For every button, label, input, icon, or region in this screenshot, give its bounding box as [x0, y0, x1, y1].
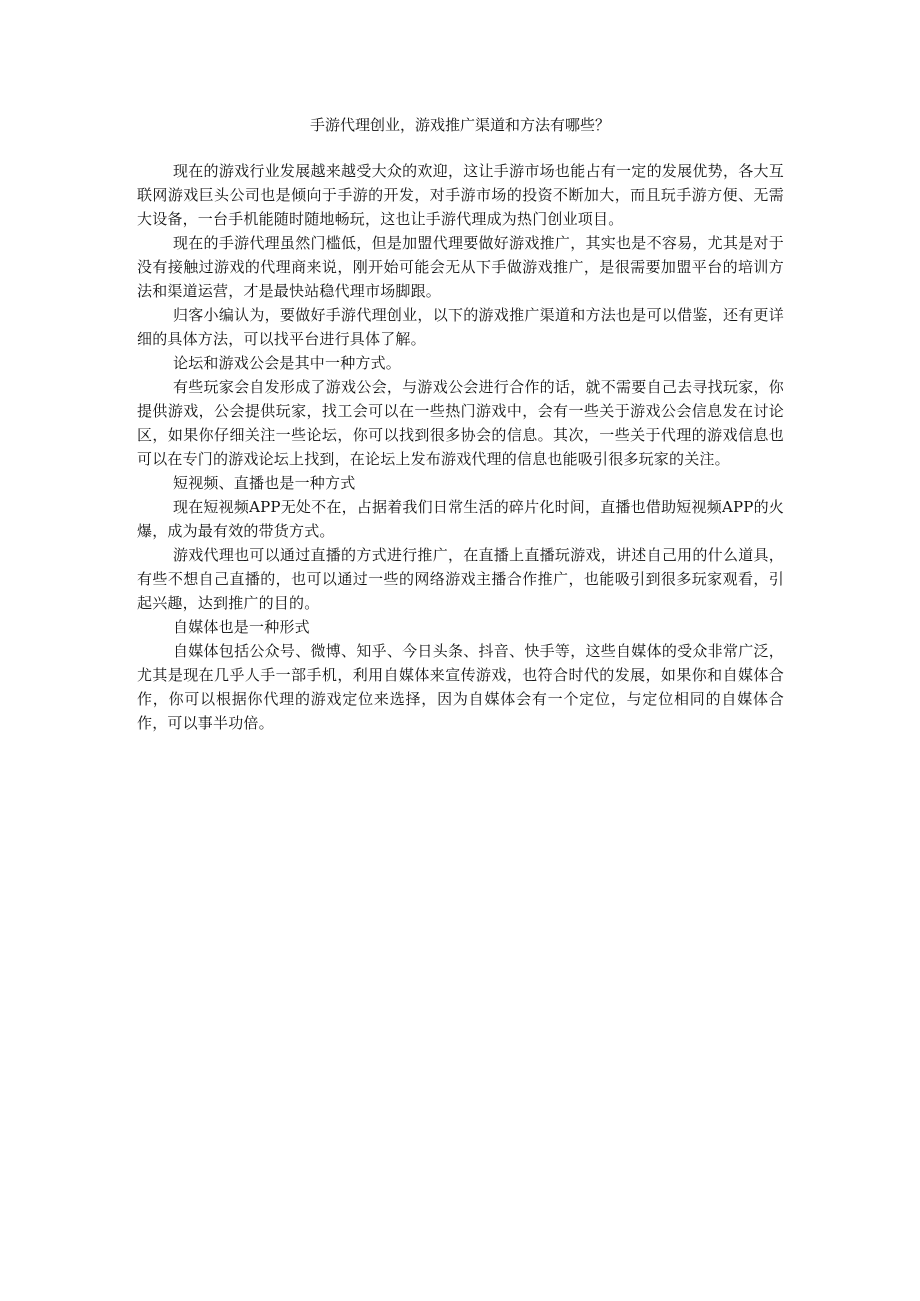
paragraph-intro: 现在的游戏行业发展越来越受大众的欢迎，这让手游市场也能占有一定的发展优势，各大互联网游戏巨头公司也是倾向于手游的开发，对手游市场的投资不断加大，而且玩手游方便、无需大设备，一台手机能随时随地畅玩，这也让手游代理成为热门创业项目。: [137, 162, 784, 228]
paragraph-video: 现在短视频APP无处不在，占据着我们日常生活的碎片化时间，直播也借助短视频APP的火爆，成为最有效的带货方式。: [137, 498, 784, 540]
paragraph-editor-opinion: 归客小编认为，要做好手游代理创业，以下的游戏推广渠道和方法也是可以借鉴，还有更详细的具体方法，可以找平台进行具体了解。: [137, 306, 784, 348]
paragraph-livestream: 游戏代理也可以通过直播的方式进行推广，在直播上直播玩游戏，讲述自己用的什么道具，有些不想自己直播的，也可以通过一些的网络游戏主播合作推广，也能吸引到很多玩家观看，引起兴趣，达到推广的目的。: [137, 546, 784, 612]
paragraph-threshold: 现在的手游代理虽然门槛低，但是加盟代理要做好游戏推广，其实也是不容易，尤其是对于没有接触过游戏的代理商来说，刚开始可能会无从下手做游戏推广，是很需要加盟平台的培训方法和渠道运营，才是最快站稳代理市场脚跟。: [137, 234, 784, 300]
section-heading-self-media: 自媒体也是一种形式: [173, 618, 310, 636]
paragraph-self-media: 自媒体包括公众号、微博、知乎、今日头条、抖音、快手等，这些自媒体的受众非常广泛，尤其是现在几乎人手一部手机，利用自媒体来宣传游戏，也符合时代的发展，如果你和自媒体合作，你可以根据你代理的游戏定位来选择，因为自媒体会有一个定位，与定位相同的自媒体合作，可以事半功倍。: [137, 642, 784, 732]
paragraph-forum: 有些玩家会自发形成了游戏公会，与游戏公会进行合作的话，就不需要自己去寻找玩家，你提供游戏，公会提供玩家，找工会可以在一些热门游戏中，会有一些关于游戏公会信息发在讨论区，如果你仔细关注一些论坛，你可以找到很多协会的信息。其次，一些关于代理的游戏信息也可以在专门的游戏论坛上找到，在论坛上发布游戏代理的信息也能吸引很多玩家的关注。: [137, 378, 784, 468]
page-title: 手游代理创业，游戏推广渠道和方法有哪些？: [309, 116, 610, 134]
section-heading-forum: 论坛和游戏公会是其中一种方式。: [173, 354, 402, 372]
section-heading-video: 短视频、直播也是一种方式: [173, 474, 356, 492]
document-body: [137, 159, 784, 735]
